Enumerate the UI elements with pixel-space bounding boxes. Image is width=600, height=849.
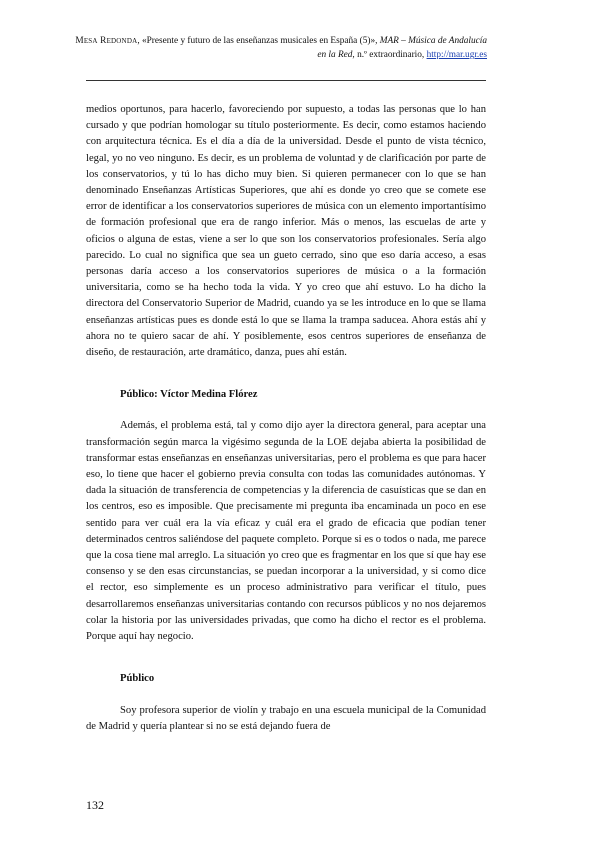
paragraph-continuation: medios oportunos, para hacerlo, favoreciendo por supuesto, a todas las personas que lo han cursado y que podrían homologar su título posteriormente. Es decir, como estamos haciendo con arquitectura técnica. Es el día a día de la universidad. Desde el punto de vista técnico, legal, yo no veo ninguno. Es decir, es un problema de voluntad y de clarificación por parte de los conservatorios, y tú lo has dicho muy bien. Si quieren permanecer con lo que se han denominado Enseñanzas Artísticas Superiores, que ahí es donde yo creo que se comete ese error de identificar a los conservatorios superiores de música con un elemento importantísimo de formación profesional que era de rango inferior. Más o menos, las escuelas de arte y oficios o alguna de estas, viene a ser lo que son los conservatorios profesionales. Sería algo parecido. Lo cual no significa que sea un gueto cerrado, sino que eso daría acceso, a esas personas daría acceso a los conservatorios superiores de música o a la formación universitaria, como se ha hecho toda la vida. Y yo creo que ahí estuvo. Lo ha dicho la directora del Conservatorio Superior de Madrid, cuando ya se les introduce en lo que se llama enseñanzas artísticas pues es donde está lo que se llama la trampa saducea. Ahora estás ahí y ahora no te quiero sacar de ahí. Y posiblemente, esos centros superiores de enseñanza de diseño, de restauración, arte dramático, danza, pues ahí están. [86, 104, 486, 359]
speaker-heading-victor-medina: Público: Víctor Medina Flórez [120, 389, 258, 401]
header-journal: MAR – Música de Andalucía en la Red [317, 36, 487, 60]
paragraph-publico: Soy profesora superior de violín y trabajo en una escuela municipal de la Comunidad de Madrid y quería plantear si no se está dejando fuera de [86, 704, 486, 732]
page-number: 132 [86, 798, 104, 812]
header-issue: , n.º extraordinario, [352, 50, 427, 60]
header-title: , «Presente y futuro de las enseñanzas musicales en España (5)», [137, 36, 380, 46]
header-author: Mesa Redonda [75, 36, 138, 46]
speaker-heading-publico: Público [120, 673, 155, 685]
page-body [86, 102, 486, 735]
running-header [67, 34, 487, 62]
header-url-link[interactable]: http://mar.ugr.es [426, 50, 487, 60]
paragraph-victor-medina: Además, el problema está, tal y como dijo ayer la directora general, para aceptar una transformación según marca la vigésimo segunda de la LOE dejaba abierta la posibilidad de transformar estas enseñanzas en enseñanzas universitarias, pero el problema es que para hacer eso, lo tiene que hacer el gobierno previa consulta con todas las comunidades autónomas. Y dada la situación de transferencia de competencias y la diferencia de casuísticas que se dan en los centros, eso es imposible. Que precisamente mi pregunta iba encaminada un poco en ese sentido para ver cuál era la vía eficaz y cuál era el grado de eficacia que podían tener determinados centros saliéndose del paquete completo. Porque si es o todos o nada, me parece que la cosa tiene mal arreglo. La situación yo creo que es fragmentar en los que sí que hay ese consenso y se den esas circunstancias, se puedan incorporar a la universidad, y si como dice el rector, eso simplemente es un proceso administrativo para verificar el título, pues desarrollaremos enseñanzas universitarias contando con recursos públicos y no nos dejaremos colar la historia por las universidades privadas, que como ha dicho el rector es el problema. Porque aquí hay negocio. [86, 420, 486, 643]
header-rule [86, 80, 486, 81]
